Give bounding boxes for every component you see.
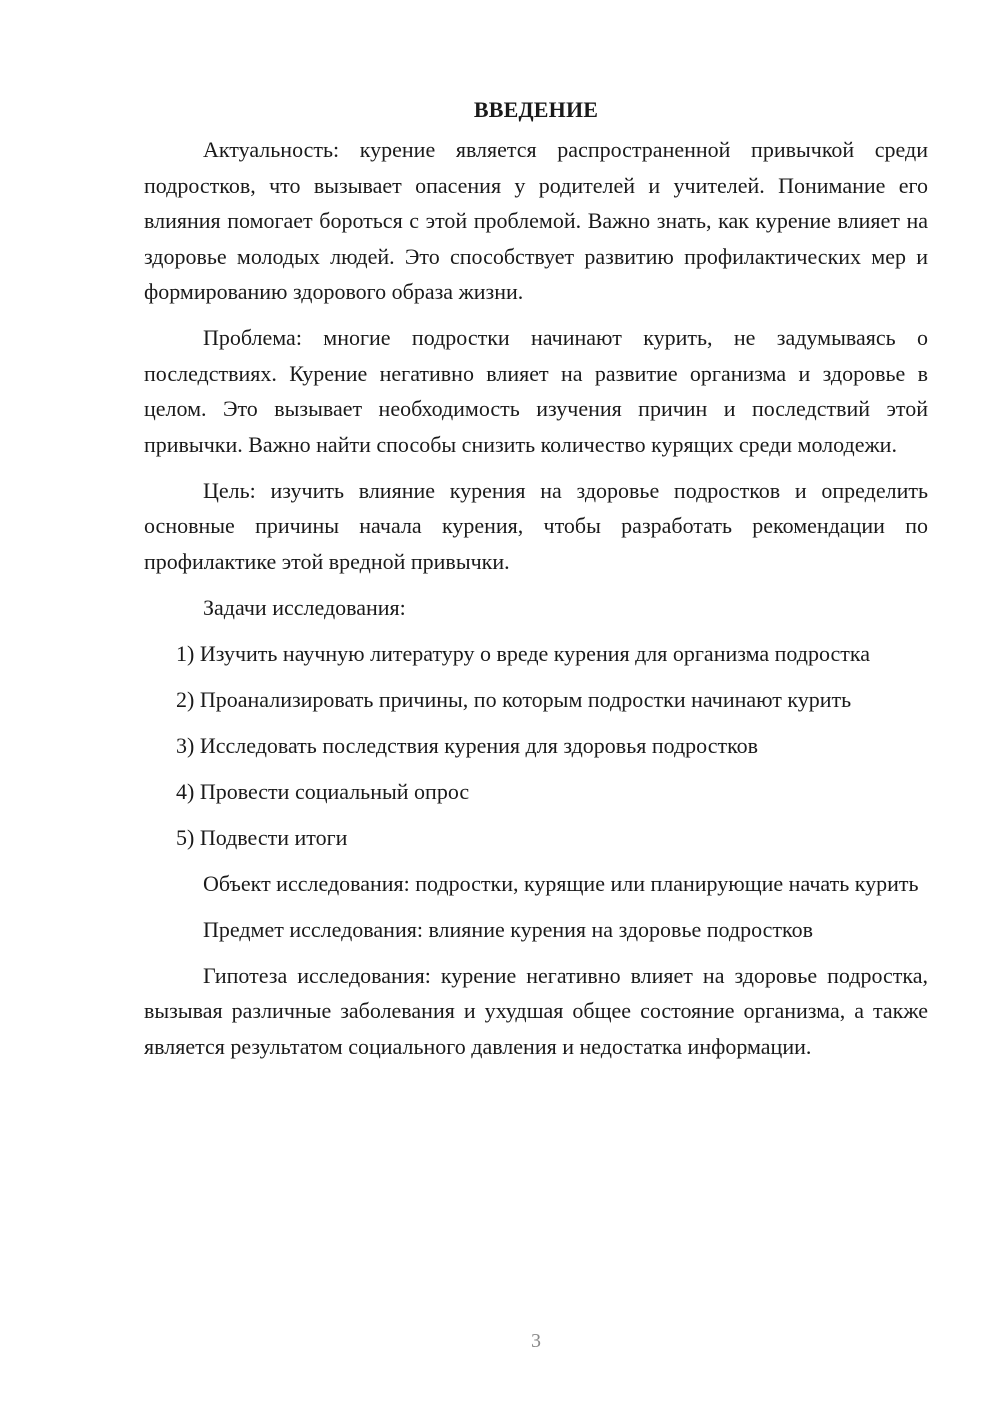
page-title: ВВЕДЕНИЕ (473, 97, 599, 122)
document-page (144, 92, 928, 1075)
task-item-1: 1) Изучить научную литературу о вреде курения для организма подростка (176, 640, 871, 666)
tasks-heading: Задачи исследования: (203, 594, 406, 620)
paragraph-hypothesis: Гипотеза исследования: курение негативно влияет на здоровье подростка, вызывая различные заболевания и ухудшая общее состояние организма, а также является результатом социального давления и недостатка информации. (144, 962, 928, 1059)
task-item-5: 5) Подвести итоги (176, 824, 348, 850)
paragraph-goal: Цель: изучить влияние курения на здоровье подростков и определить основные причины начала курения, чтобы разработать рекомендации по профилактике этой вредной привычки. (144, 477, 928, 574)
task-item-2: 2) Проанализировать причины, по которым подростки начинают курить (176, 686, 852, 712)
paragraph-relevance: Актуальность: курение является распространенной привычкой среди подростков, что вызывает опасения у родителей и учителей. Понимание его влияния помогает бороться с этой проблемой. Важно знать, как курение влияет на здоровье молодых людей. Это способствует развитию профилактических мер и формированию здорового образа жизни. (144, 137, 928, 304)
task-item-4: 4) Провести социальный опрос (176, 778, 470, 804)
task-item-3: 3) Исследовать последствия курения для здоровья подростков (176, 732, 759, 758)
paragraph-object: Объект исследования: подростки, курящие или планирующие начать курить (203, 870, 919, 896)
paragraph-problem: Проблема: многие подростки начинают курить, не задумываясь о последствиях. Курение негативно влияет на развитие организма и здоровье в целом. Это вызывает необходимость изучения причин и последствий этой привычки. Важно найти способы снизить количество курящих среди молодежи. (144, 325, 928, 457)
page-number: 3 (531, 1330, 541, 1352)
paragraph-subject: Предмет исследования: влияние курения на здоровье подростков (203, 916, 813, 942)
